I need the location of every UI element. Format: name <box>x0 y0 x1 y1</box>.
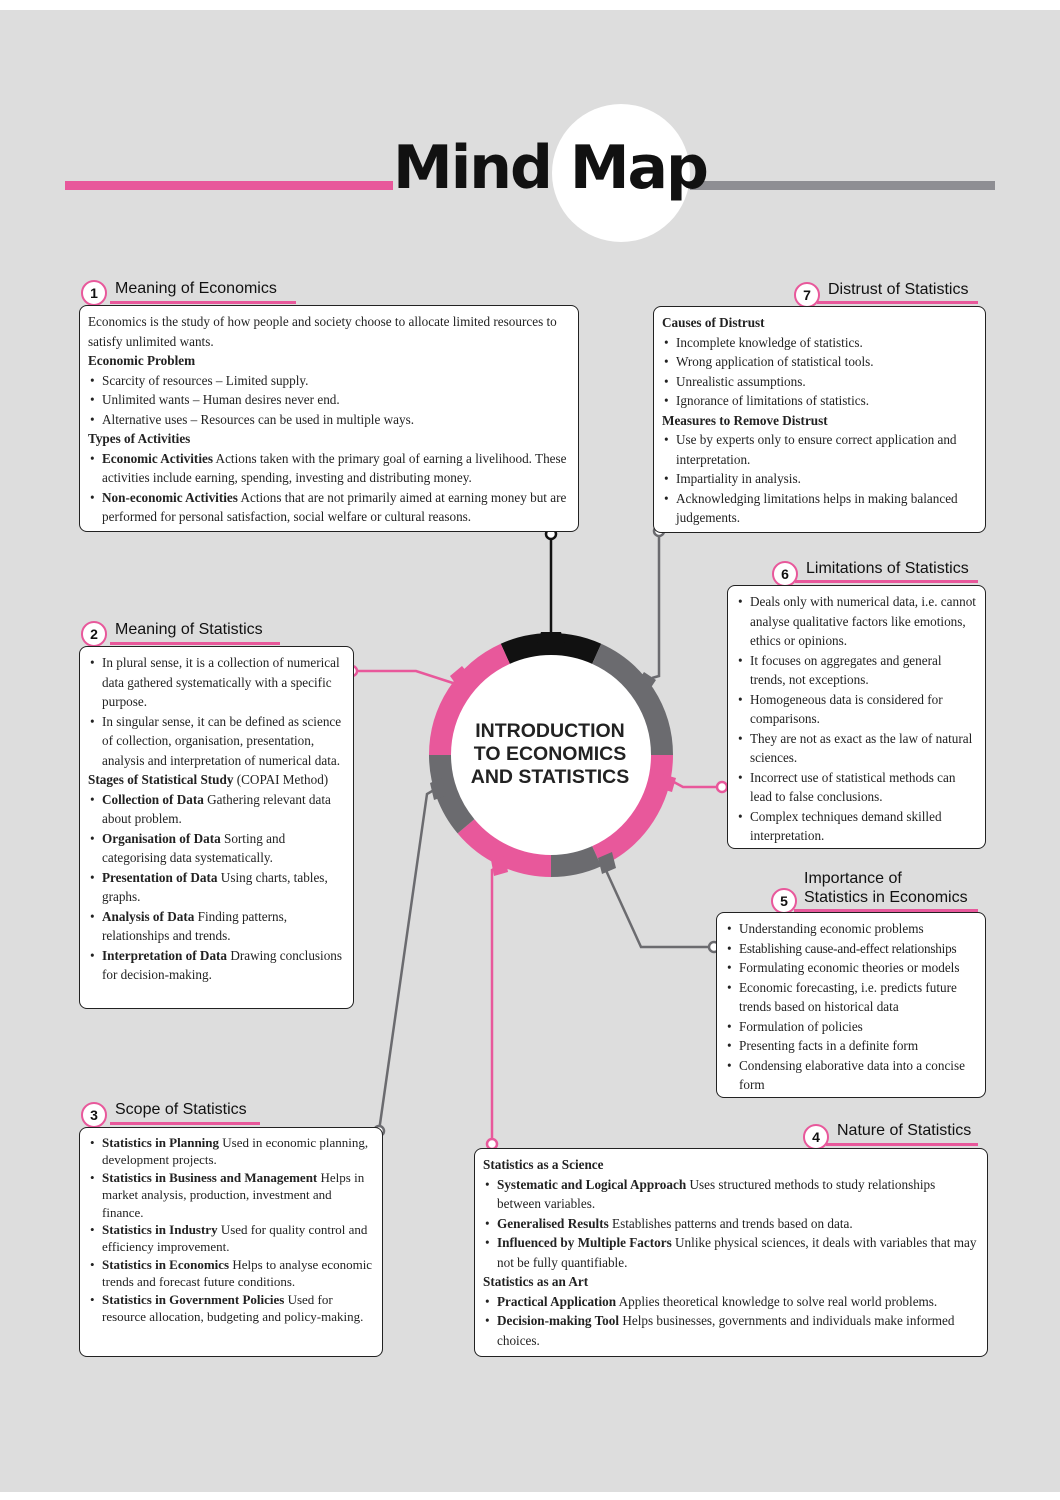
section-1-number: 1 <box>81 280 107 306</box>
list-item: • Homogeneous data is considered for comparisons. <box>736 690 977 729</box>
desc: Finding patterns, relationships and trends. <box>102 908 288 943</box>
section-1-underline <box>110 301 296 304</box>
page-title: Mind Map <box>393 133 707 203</box>
list-item: • Condensing elaborative data into a concise form <box>725 1056 977 1095</box>
section-5-title-line-1: Importance of <box>804 870 902 887</box>
term: Economic Activities <box>102 450 213 466</box>
list-item: • Complex techniques demand skilled interpretation. <box>736 807 977 846</box>
list-item <box>88 1169 374 1221</box>
list-item <box>88 1134 374 1169</box>
desc: Applies theoretical knowledge to solve real world problems. <box>616 1293 938 1309</box>
list-item: • Use by experts only to ensure correct application and interpretation. <box>662 430 977 469</box>
section-7-number: 7 <box>794 282 820 308</box>
s1-list-1 <box>88 371 570 430</box>
center-topic-line-1: INTRODUCTION <box>475 720 625 742</box>
desc: Actions taken with the primary goal of earning a livelihood. These activities include earning, spending, investing and distributing money. <box>102 450 567 485</box>
desc: Used for resource allocation, budgeting and policy-making. <box>102 1291 364 1325</box>
list-item <box>88 1291 374 1326</box>
term: Statistics in Economics <box>102 1256 230 1272</box>
section-2-number: 2 <box>81 621 107 647</box>
s4-heading-science: Statistics as a Science <box>483 1157 604 1172</box>
section-1-box <box>79 305 579 532</box>
term: Statistics in Government Policies <box>102 1291 285 1307</box>
desc: Used in economic planning, development projects. <box>102 1135 369 1168</box>
list-item: • They are not as exact as the law of natural sciences. <box>736 729 977 768</box>
s5-list <box>725 919 977 1095</box>
center-topic <box>450 720 650 789</box>
section-7-underline <box>817 301 978 304</box>
section-2-underline <box>110 642 280 645</box>
list-item: • Alternative uses – Resources can be used in multiple ways. <box>88 410 570 430</box>
list-item <box>483 1292 979 1312</box>
list-item <box>88 488 570 527</box>
term: Organisation of Data <box>102 830 221 846</box>
term: Statistics in Planning <box>102 1135 220 1150</box>
list-item: • Establishing cause-and-effect relationships <box>725 939 977 959</box>
desc: Helps to analyse economic trends and forecast future conditions. <box>102 1256 373 1290</box>
s6-list <box>736 592 977 846</box>
section-5-title-line-2: Statistics in Economics <box>804 889 968 906</box>
list-item: • Incorrect use of statistical methods can lead to false conclusions. <box>736 768 977 807</box>
connector-3 <box>379 790 434 1131</box>
list-item <box>88 790 345 829</box>
term: Practical Application <box>497 1293 617 1309</box>
s1-heading-types: Types of Activities <box>88 431 191 446</box>
term: Generalised Results <box>497 1215 609 1231</box>
list-item: • Understanding economic problems <box>725 919 977 939</box>
desc: Gathering relevant data about problem. <box>102 791 331 826</box>
section-2-box <box>79 646 354 1009</box>
section-4-box <box>474 1148 988 1357</box>
list-item: • Wrong application of statistical tools. <box>662 352 977 372</box>
connector-2 <box>352 671 456 684</box>
desc: Unlike physical sciences, it deals with variables that may not be fully quantifiable. <box>497 1235 977 1270</box>
list-item: • Formulation of policies <box>725 1017 977 1037</box>
s7-list-1 <box>662 333 977 411</box>
center-topic-line-2: TO ECONOMICS <box>473 743 627 765</box>
s4-list-1 <box>483 1175 979 1273</box>
section-6-number: 6 <box>772 561 798 587</box>
desc: Establishes patterns and trends based on data. <box>608 1215 853 1231</box>
section-7-box <box>653 306 986 533</box>
list-item <box>88 829 345 868</box>
term: Statistics in Industry <box>102 1222 218 1238</box>
s2-heading-stages <box>88 770 345 790</box>
term: Interpretation of Data <box>102 947 228 963</box>
connector-dot-6 <box>717 782 727 792</box>
section-6-underline <box>795 580 978 583</box>
list-item <box>88 449 570 488</box>
section-4-underline <box>826 1143 978 1146</box>
section-4-title: Nature of Statistics <box>837 1122 972 1139</box>
list-item <box>88 907 345 946</box>
list-item <box>88 1256 374 1291</box>
section-5-box <box>716 912 986 1098</box>
s2-list-1 <box>88 653 345 770</box>
term: Decision-making Tool <box>497 1313 620 1328</box>
list-item: • Scarcity of resources – Limited supply. <box>88 371 570 391</box>
desc: Helps in market analysis, production, investment and finance. <box>102 1169 365 1220</box>
term: Systematic and Logical Approach <box>497 1176 687 1192</box>
list-item <box>483 1175 979 1214</box>
list-item: • Impartiality in analysis. <box>662 469 977 489</box>
desc: Using charts, tables, graphs. <box>102 869 328 904</box>
connector-6 <box>672 781 722 787</box>
connector-5 <box>604 866 714 947</box>
heading-rest: (COPAI Method) <box>233 772 329 787</box>
section-6-title: Limitations of Statistics <box>806 560 969 577</box>
section-3-box <box>79 1127 383 1357</box>
s7-heading-measures: Measures to Remove Distrust <box>662 412 828 428</box>
heading-bold: Stages of Statistical Study <box>88 772 234 787</box>
list-item: • Deals only with numerical data, i.e. cannot analyse qualitative factors like emotions, ethics or opinions. <box>736 592 977 651</box>
s4-list-2 <box>483 1292 979 1351</box>
term: Analysis of Data <box>102 908 195 924</box>
section-3-title: Scope of Statistics <box>115 1101 247 1118</box>
list-item: • In singular sense, it can be defined as science of collection, organisation, presentation, analysis and interpretation of numerical data. <box>88 712 345 771</box>
list-item <box>483 1233 979 1272</box>
term: Influenced by Multiple Factors <box>497 1235 672 1250</box>
section-7-title: Distrust of Statistics <box>828 281 969 298</box>
list-item: • Ignorance of limitations of statistics. <box>662 391 977 411</box>
list-item: • Acknowledging limitations helps in making balanced judgements. <box>662 489 977 528</box>
list-item <box>88 868 345 907</box>
list-item <box>483 1214 979 1234</box>
list-item: • Presenting facts in a definite form <box>725 1036 977 1056</box>
s4-heading-art: Statistics as an Art <box>483 1274 589 1289</box>
s3-list <box>88 1134 374 1325</box>
s1-list-2 <box>88 449 570 527</box>
desc: Uses structured methods to study relationships between variables. <box>497 1176 936 1211</box>
term: Presentation of Data <box>102 869 218 885</box>
section-6-box <box>727 585 986 849</box>
s1-heading-economic-problem: Economic Problem <box>88 353 196 368</box>
hub-tab-1 <box>536 632 566 646</box>
list-item: • It focuses on aggregates and general trends, not exceptions. <box>736 651 977 690</box>
term: Collection of Data <box>102 791 204 807</box>
section-1-title: Meaning of Economics <box>115 280 277 297</box>
s7-heading-causes: Causes of Distrust <box>662 315 765 330</box>
s2-list-2 <box>88 790 345 985</box>
list-item: • Unlimited wants – Human desires never end. <box>88 390 570 410</box>
list-item <box>88 946 345 985</box>
s1-intro: Economics is the study of how people and society choose to allocate limited resources to satisfy unlimited wants. <box>88 314 557 349</box>
section-5-number: 5 <box>771 888 797 914</box>
list-item: • Formulating economic theories or models <box>725 958 977 978</box>
connector-7 <box>652 531 659 678</box>
section-3-underline <box>110 1122 260 1125</box>
desc: Helps businesses, governments and individuals make informed choices. <box>497 1313 955 1348</box>
list-item: • Economic forecasting, i.e. predicts future trends based on historical data <box>725 978 977 1017</box>
term: Statistics in Business and Management <box>102 1169 318 1185</box>
list-item <box>483 1311 979 1350</box>
s7-list-2 <box>662 430 977 528</box>
list-item: • In plural sense, it is a collection of numerical data gathered systematically with a specific purpose. <box>88 653 345 712</box>
desc: Drawing conclusions for decision-making. <box>102 947 343 982</box>
desc: Sorting and categorising data systematically. <box>102 830 286 865</box>
list-item: • Unrealistic assumptions. <box>662 372 977 392</box>
desc: Actions that are not primarily aimed at earning money but are performed for personal satisfaction, social welfare or cultural reasons. <box>102 489 567 524</box>
section-3-number: 3 <box>81 1102 107 1128</box>
list-item <box>88 1221 374 1256</box>
desc: Used for quality control and efficiency improvement. <box>102 1222 368 1255</box>
list-item: • Incomplete knowledge of statistics. <box>662 333 977 353</box>
connector-4 <box>492 866 498 1144</box>
section-4-number: 4 <box>803 1124 829 1150</box>
center-topic-line-3: AND STATISTICS <box>470 766 630 788</box>
term: Non-economic Activities <box>102 489 238 505</box>
section-2-title: Meaning of Statistics <box>115 621 263 638</box>
